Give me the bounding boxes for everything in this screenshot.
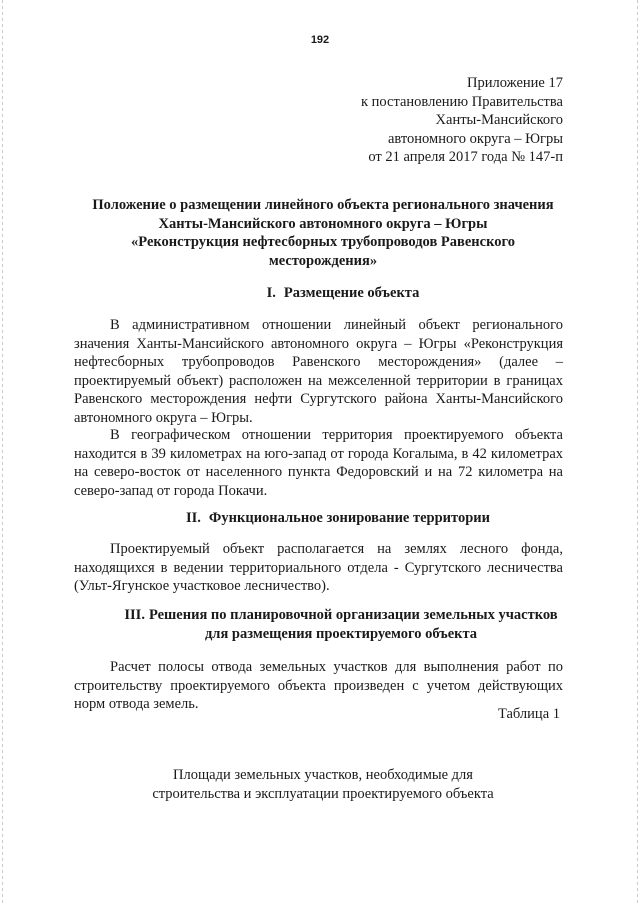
section-2-paragraph-1: Проектируемый объект располагается на землях лесного фонда, находящихся в ведении территориального отдела - Сургутского лесничества (Ульт-Ягунское участковое лесничество).	[74, 541, 563, 594]
table-caption-line: строительства и эксплуатации проектируемого объекта	[152, 786, 494, 802]
appendix-block	[361, 74, 563, 167]
title-line: Ханты-Мансийского автономного округа – Югры	[158, 215, 488, 232]
section-2-heading	[74, 509, 572, 528]
section-2-numeral: II.	[186, 510, 201, 526]
section-1-heading	[74, 284, 572, 303]
appendix-line: автономного округа – Югры	[387, 130, 563, 147]
section-1-paragraph-1: В административном отношении линейный объект регионального значения Ханты-Мансийского автономного округа – Югры «Реконструкция нефтесборных трубопроводов Равенского месторождения» (далее – проектируемый объект) расположен на межселенной территории в границах Равенского месторождения нефти Сургутского района Ханты-Мансийского автономного округа – Югры.	[74, 317, 563, 426]
appendix-line: к постановлению Правительства	[361, 93, 563, 110]
table-caption-line: Площади земельных участков, необходимые для	[173, 767, 473, 783]
table-caption	[74, 766, 572, 804]
section-2-title: Функциональное зонирование территории	[208, 510, 490, 526]
appendix-line: Приложение 17	[467, 75, 563, 91]
title-line: «Реконструкция нефтесборных трубопроводов Равенского	[131, 234, 515, 250]
title-line: месторождения»	[268, 252, 378, 269]
title-line: Положение о размещении линейного объекта регионального значения	[92, 197, 554, 213]
section-3-title-line-1: Решения по планировочной организации земельных участков	[148, 607, 558, 623]
appendix-line: от 21 апреля 2017 года № 147-п	[368, 149, 563, 165]
section-3-paragraph-1: Расчет полосы отвода земельных участков для выполнения работ по строительству проектируемого объекта произведен с учетом действующих норм отвода земель.	[74, 659, 563, 712]
scan-edge-right	[637, 0, 638, 905]
page-number: 192	[310, 34, 330, 46]
appendix-line: Ханты-Мансийского	[435, 112, 563, 128]
section-3-title-line-2: для размещения проектируемого объекта	[204, 625, 478, 642]
section-3-heading	[74, 606, 572, 643]
table-label: Таблица 1	[497, 706, 560, 722]
document-title	[74, 196, 572, 270]
section-1-title: Размещение объекта	[283, 285, 420, 301]
section-1-paragraph-2: В географическом отношении территория проектируемого объекта находится в 39 километрах на юго-запад от города Когалыма, в 42 километрах на северо-восток от населенного пункта Федоровский и на 72 километра на северо-запад от города Покачи.	[74, 427, 563, 499]
scan-edge-left	[2, 0, 3, 905]
section-3-numeral: III.	[124, 607, 145, 623]
section-1-numeral: I.	[266, 285, 276, 301]
